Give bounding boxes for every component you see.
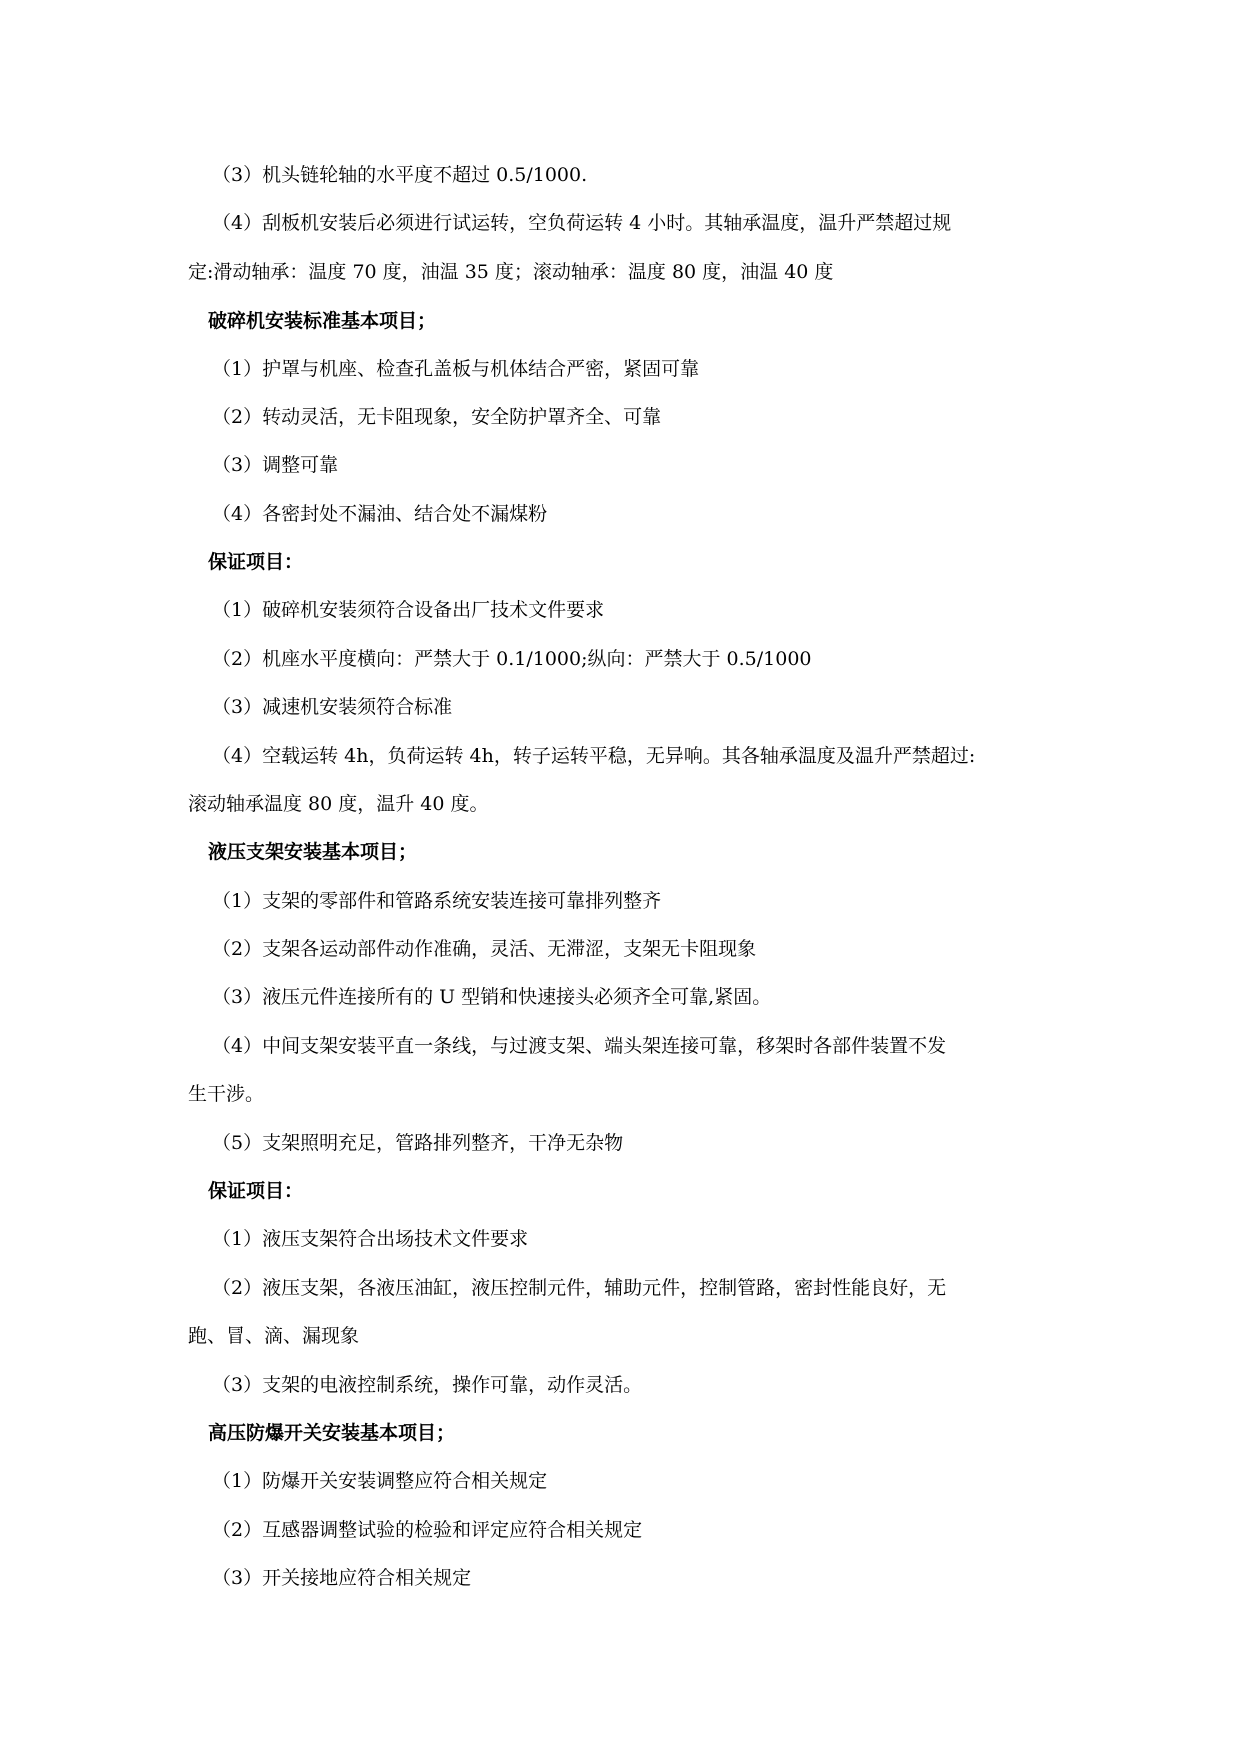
list-item: （1）防爆开关安装调整应符合相关规定 [212, 1470, 548, 1492]
list-item: （3）开关接地应符合相关规定 [212, 1567, 472, 1589]
list-item: （3）调整可靠 [212, 454, 339, 476]
list-item: （2）转动灵活，无卡阻现象，安全防护罩齐全、可靠 [212, 406, 662, 428]
list-item: （4）中间支架安装平直一条线，与过渡支架、端头架连接可靠，移架时各部件装置不发 [212, 1035, 947, 1057]
list-item: （4）各密封处不漏油、结合处不漏煤粉 [212, 503, 548, 525]
list-item-continuation: 生干涉。 [188, 1083, 265, 1105]
section-heading: 液压支架安装基本项目； [208, 841, 418, 863]
list-item: （3）机头链轮轴的水平度不超过 0.5/1000. [212, 164, 588, 186]
list-item: （4）刮板机安装后必须进行试运转，空负荷运转 4 小时。其轴承温度，温升严禁超过规 [212, 212, 952, 234]
list-item-continuation: 滚动轴承温度 80 度，温升 40 度。 [188, 793, 489, 815]
section-heading: 高压防爆开关安装基本项目； [208, 1422, 456, 1444]
section-heading: 保证项目： [208, 1180, 304, 1202]
list-item: （3）液压元件连接所有的 U 型销和快速接头必须齐全可靠,紧固。 [212, 986, 772, 1008]
list-item: （4）空载运转 4h，负荷运转 4h，转子运转平稳，无异响。其各轴承温度及温升严禁超过: [212, 745, 976, 767]
list-item: （1）破碎机安装须符合设备出厂技术文件要求 [212, 599, 605, 621]
list-item: （2）液压支架，各液压油缸，液压控制元件，辅助元件，控制管路，密封性能良好，无 [212, 1277, 947, 1299]
list-item: （3）减速机安装须符合标准 [212, 696, 453, 718]
list-item-continuation: 跑、冒、滴、漏现象 [188, 1325, 360, 1347]
list-item: （1）护罩与机座、检查孔盖板与机体结合严密，紧固可靠 [212, 358, 700, 380]
list-item: （2）支架各运动部件动作准确，灵活、无滞涩，支架无卡阻现象 [212, 938, 757, 960]
section-heading: 保证项目： [208, 551, 304, 573]
list-item: （2）机座水平度横向：严禁大于 0.1/1000;纵向：严禁大于 0.5/1000 [212, 648, 812, 670]
section-heading: 破碎机安装标准基本项目； [208, 310, 437, 332]
list-item: （3）支架的电液控制系统，操作可靠，动作灵活。 [212, 1374, 643, 1396]
list-item: （1）液压支架符合出场技术文件要求 [212, 1228, 529, 1250]
list-item: （1）支架的零部件和管路系统安装连接可靠排列整齐 [212, 890, 662, 912]
list-item: （2）互感器调整试验的检验和评定应符合相关规定 [212, 1519, 643, 1541]
list-item: （5）支架照明充足，管路排列整齐，干净无杂物 [212, 1132, 624, 1154]
list-item-continuation: 定:滑动轴承：温度 70 度，油温 35 度；滚动轴承：温度 80 度，油温 40 度 [188, 261, 834, 283]
